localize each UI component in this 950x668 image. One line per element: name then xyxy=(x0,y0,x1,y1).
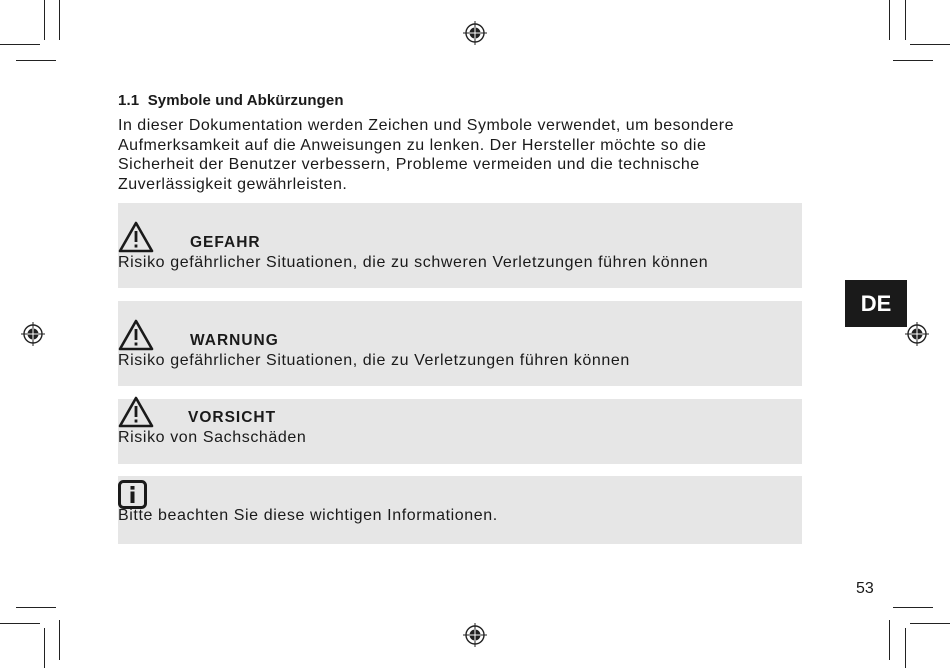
notice-warning xyxy=(118,301,802,386)
section-title: Symbole und Abkürzungen xyxy=(147,92,344,109)
info-icon xyxy=(118,480,147,509)
page-number: 53 xyxy=(856,580,874,597)
notice-text: Bitte beachten Sie diese wichtigen Informationen. xyxy=(118,507,498,524)
crop-mark xyxy=(59,0,60,40)
section-heading xyxy=(118,92,344,109)
crop-mark xyxy=(59,620,60,660)
notice-text: Risiko gefährlicher Situationen, die zu Verletzungen führen können xyxy=(118,352,630,369)
notice-info xyxy=(118,476,802,544)
registration-mark-icon xyxy=(905,322,929,346)
crop-mark xyxy=(0,623,40,624)
crop-mark xyxy=(44,628,45,668)
crop-mark xyxy=(905,0,906,40)
notice-title: WARNUNG xyxy=(190,332,279,349)
crop-mark xyxy=(889,0,890,40)
crop-mark xyxy=(16,607,56,608)
notice-title: GEFAHR xyxy=(190,234,261,251)
intro-paragraph xyxy=(118,116,798,194)
registration-mark-icon xyxy=(463,21,487,45)
crop-mark xyxy=(0,44,40,45)
intro-line: Aufmerksamkeit auf die Anweisungen zu lenken. Der Hersteller möchte so die xyxy=(118,136,707,154)
registration-mark-icon xyxy=(463,623,487,647)
crop-mark xyxy=(889,620,890,660)
intro-line: In dieser Dokumentation werden Zeichen und Symbole verwendet, um besondere xyxy=(118,117,734,134)
crop-mark xyxy=(905,628,906,668)
notice-danger xyxy=(118,203,802,288)
language-tab: DE xyxy=(845,280,907,327)
warning-triangle-icon xyxy=(118,221,154,253)
section-number: 1.1 xyxy=(118,92,140,109)
intro-line: Zuverlässigkeit gewährleisten. xyxy=(118,175,348,193)
registration-mark-icon xyxy=(21,322,45,346)
crop-mark xyxy=(910,44,950,45)
intro-line: Sicherheit der Benutzer verbessern, Probleme vermeiden und die technische xyxy=(118,156,700,173)
crop-mark xyxy=(910,623,950,624)
notice-text: Risiko von Sachschäden xyxy=(118,429,307,446)
notice-title: VORSICHT xyxy=(188,409,277,426)
crop-mark xyxy=(44,0,45,40)
crop-mark xyxy=(893,607,933,608)
notice-caution xyxy=(118,399,802,464)
warning-triangle-icon xyxy=(118,396,154,428)
warning-triangle-icon xyxy=(118,319,154,351)
crop-mark xyxy=(16,60,56,61)
notice-text: Risiko gefährlicher Situationen, die zu schweren Verletzungen führen können xyxy=(118,254,709,271)
crop-mark xyxy=(893,60,933,61)
